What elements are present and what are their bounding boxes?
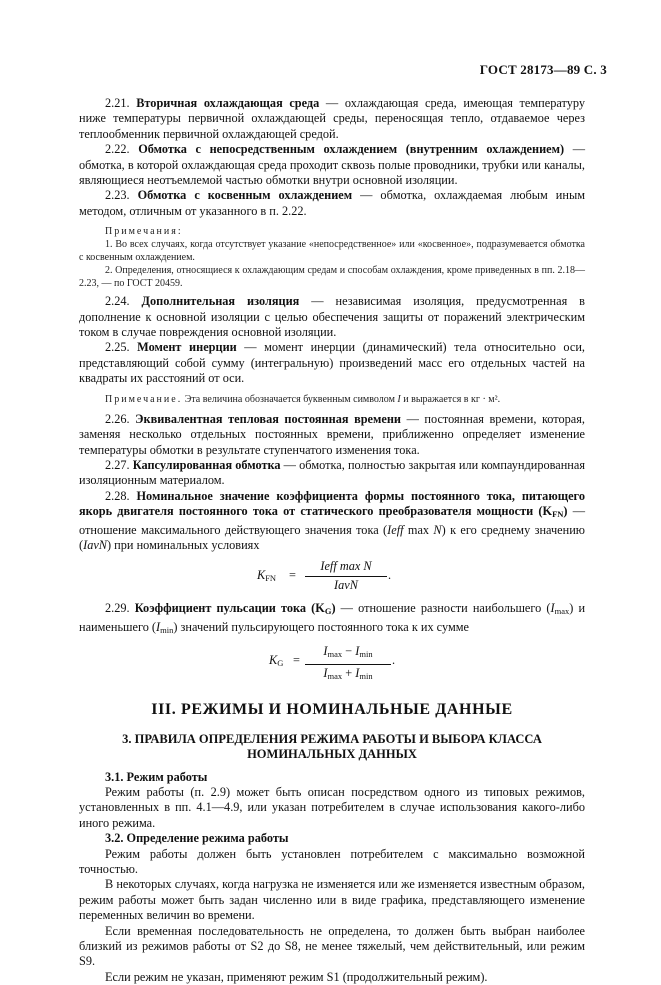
symbol-i: I <box>550 601 555 616</box>
note-heading: Примечание. <box>105 393 183 405</box>
note-symbol: I <box>397 393 401 405</box>
term: Дополнительная изоляция <box>141 294 300 309</box>
paragraph-3-2-1: Режим работы должен быть установлен потребителем с максимально возможной точностью. <box>79 846 585 876</box>
formula-dot: . <box>392 653 396 668</box>
numerator-sub: max <box>327 649 343 660</box>
numerator-sub: min <box>359 649 373 660</box>
term: Момент инерции <box>137 340 237 355</box>
term-subscript: FN <box>552 509 564 520</box>
definition-part: ) и наименьшего ( <box>79 601 586 634</box>
definition: — момент инерции (динамический) тела относительно оси, представляющий собой сумму (интегральную) произведений масс его отдельных частей на квадраты их расстояний от оси. <box>79 340 586 386</box>
definition-part: max <box>403 522 434 537</box>
paragraph-3-1: Режим работы (п. 2.9) может быть описан посредством одного из типовых режимов, установленных в пп. 4.1—4.9, или указан потребителем в случае использования какого-либо иного режима. <box>79 784 585 830</box>
paragraph-2-21 <box>79 96 585 142</box>
clause-number: 2.27. <box>105 457 130 472</box>
term: Эквивалентная тепловая постоянная времени <box>135 411 402 426</box>
formula-kg <box>79 644 585 681</box>
term-subscript: G <box>324 606 332 617</box>
definition: — обмотка, полностью закрытая или компаундированная изоляционным материалом. <box>79 457 585 488</box>
term-end: ) <box>563 504 568 519</box>
formula-denominator <box>305 665 391 684</box>
notes-heading: Примечания: <box>105 226 183 238</box>
formula-subscript: FN <box>265 573 277 584</box>
formula-numerator: Ieff max N <box>305 559 387 576</box>
paragraph-2-28 <box>79 489 585 554</box>
paragraph-2-22 <box>79 142 585 188</box>
formula-denominator: IavN <box>334 577 358 592</box>
term: Вторичная охлаждающая среда <box>136 96 320 110</box>
paragraph-2-24 <box>79 294 585 340</box>
paragraph-2-26 <box>79 412 585 458</box>
clause-number: 2.26. <box>105 411 130 426</box>
paragraph-3-2-2: В некоторых случаях, когда нагрузка не изменяется или же изменяется известным образом, режим работы может быть задан численно или в виде графика, представляющего изменение переменных величин во времени. <box>79 877 585 923</box>
definition: — обмотка, в которой охлаждающая среда проходит сквозь полые проводники, трубки или каналы, являющиеся неотъемлемой частью обмотки внутри основной изоляции. <box>79 142 585 188</box>
term-text: Коэффициент пульсации тока (K <box>134 601 325 616</box>
numerator-symbol: I <box>323 644 328 659</box>
definition: — отношение максимального действующего значения тока ( <box>79 504 586 537</box>
page-body <box>79 96 585 985</box>
formula-fraction <box>305 644 391 684</box>
clause-number: 2.24. <box>105 294 130 309</box>
clause-number: 2.25. <box>105 340 130 355</box>
clause-number: 2.23. <box>105 188 130 203</box>
formula-symbol: K <box>269 653 278 668</box>
numerator-symbol: I <box>355 644 360 659</box>
symbol-i: I <box>156 619 161 634</box>
formula-symbol: K <box>257 568 266 583</box>
formula-kfn <box>79 559 585 593</box>
term-end: ) <box>331 601 336 616</box>
paragraph-2-23 <box>79 188 585 219</box>
running-head: ГОСТ 28173—89 С. 3 <box>479 62 607 77</box>
note-item-1: 1. Во всех случаях, когда отсутствует указание «непосредственное» или «косвенное», подразумевается обмотка с косвенным охлаждением. <box>79 239 585 264</box>
definition: — независимая изоляция, предусмотренная в дополнение к основной изоляции с целью обеспечения защиты от поражений электрическим током в случае повреждения основной изоляции. <box>79 294 585 340</box>
symbol-n: N <box>433 522 442 537</box>
symbol-iavn: IavN <box>83 537 108 552</box>
clause-number: 2.29. <box>105 601 130 616</box>
note-2-25 <box>79 393 585 406</box>
note-item-2: 2. Определения, относящиеся к охлаждающим средам и способам охлаждения, кроме приведенных в пп. 2.18—2.23, — по ГОСТ 20459. <box>79 265 585 290</box>
paragraph-3-2-4: Если режим не указан, применяют режим S1 (продолжительный режим). <box>105 969 488 984</box>
definition: — постоянная времени, которая, заменяя несколько отдельных постоянных времени, приближенно определяет изменение температуры обмотки в результате ступенчатого изменения тока. <box>79 411 585 457</box>
term: Обмотка с косвенным охлаждением <box>137 188 353 203</box>
note-text-end: и выражается в кг · м². <box>400 393 501 405</box>
term: Капсулированная обмотка <box>132 457 281 472</box>
definition: — обмотка, охлаждаемая любым иным методом, отличным от указанного в п. 2.22. <box>79 188 585 218</box>
term-text: Номинальное значение коэффициента формы постоянного тока, питающего якорь двигателя постоянного тока от статического преобразователя мощности (K <box>79 488 585 519</box>
clause-number: 2.28. <box>105 488 130 503</box>
formula-dot: . <box>388 568 392 583</box>
clause-number: 2.22. <box>105 142 130 157</box>
term <box>135 601 336 615</box>
clause-number: 2.21. <box>105 96 130 110</box>
formula-equals: = <box>289 568 296 583</box>
numerator-operator: − <box>342 644 356 659</box>
chapter-title: 3. ПРАВИЛА ОПРЕДЕЛЕНИЯ РЕЖИМА РАБОТЫ И ВЫБОРА КЛАССА НОМИНАЛЬНЫХ ДАННЫХ <box>122 731 542 761</box>
definition-part: ) значений пульсирующего постоянного тока к их сумме <box>173 619 469 634</box>
subsection-heading-3-1: 3.1. Режим работы <box>105 769 208 784</box>
formula-lhs <box>257 568 276 586</box>
denominator-sub: min <box>359 670 373 681</box>
denominator-sub: max <box>327 670 343 681</box>
note-text: Эта величина обозначается буквенным символом <box>182 393 398 405</box>
section-title: III. РЕЖИМЫ И НОМИНАЛЬНЫЕ ДАННЫЕ <box>151 701 513 719</box>
symbol-subscript: max <box>554 606 570 617</box>
notes-block <box>79 225 585 290</box>
formula-fraction <box>305 559 387 593</box>
term: Обмотка с непосредственным охлаждением (внутренним охлаждением) <box>138 142 565 157</box>
definition-part: ) при номинальных условиях <box>107 537 260 552</box>
paragraph-2-25 <box>79 340 585 386</box>
paragraph-2-29 <box>79 601 585 638</box>
formula-subscript: G <box>277 658 284 669</box>
subsection-heading-3-2: 3.2. Определение режима работы <box>105 831 289 846</box>
definition: — охлаждающая среда, имеющая температуру ниже температуры первичной охлаждающей среды, переносящая тепло, отдаваемое через теплообменник первичной охлаждающей средой. <box>79 96 585 141</box>
formula-equals: = <box>293 653 300 668</box>
formula-numerator <box>305 644 391 664</box>
definition: — отношение разности наибольшего ( <box>335 601 551 616</box>
denominator-symbol: I <box>323 665 328 680</box>
formula-lhs <box>269 653 283 671</box>
denominator-symbol: I <box>355 665 360 680</box>
symbol-subscript: min <box>160 624 174 635</box>
symbol-ieff: Ieff <box>387 522 404 537</box>
term <box>79 489 585 518</box>
denominator-operator: + <box>342 665 356 680</box>
paragraph-3-2-3: Если временная последовательность не определена, то должен быть выбран наиболее близкий из режимов работы от S2 до S8, не менее тяжелый, чем действительный, или режим S9. <box>79 923 585 969</box>
definition-part: ) к его среднему значению ( <box>79 522 585 552</box>
paragraph-2-27 <box>79 458 585 489</box>
